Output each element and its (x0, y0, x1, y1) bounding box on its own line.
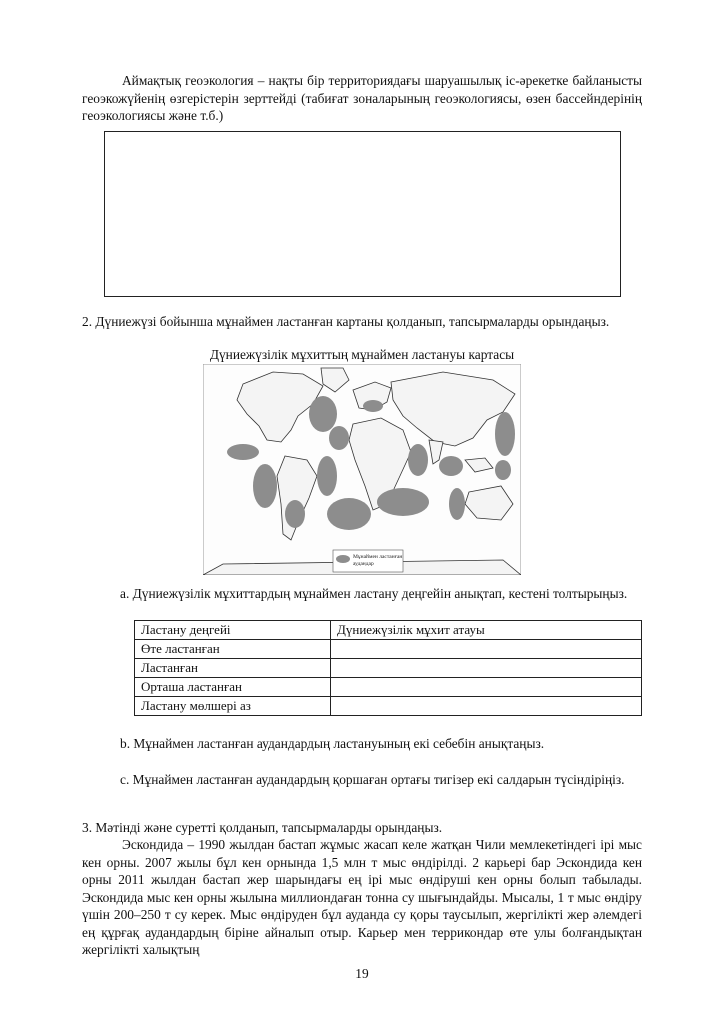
intro-paragraph: Аймақтық геоэкология – нақты бір территориядағы шаруашылық іс-әрекетке байланысты геоэкожүйенің өзгерістерін зерттейді (табиғат зоналарының геоэкологиясы, өзен бассейндерінің геоэкологиясы және т.б.) (82, 73, 642, 123)
table-cell: Ластанған (135, 659, 331, 678)
answer-cell[interactable] (331, 697, 642, 716)
answer-cell[interactable] (331, 678, 642, 697)
table-row (135, 678, 642, 697)
table-header: Дүниежүзілік мұхит атауы (331, 621, 642, 640)
map-legend (333, 550, 403, 572)
oil-pollution-world-map (203, 364, 521, 575)
answer-cell[interactable] (331, 640, 642, 659)
map-legend-line1: Мұнаймен ластанған (353, 554, 403, 560)
table-header-row (135, 621, 642, 640)
task2-item-b: b. Мұнаймен ластанған аудандардың ластануының екі себебін анықтаңыз. (120, 736, 545, 751)
answer-box[interactable] (104, 131, 621, 297)
page-number: 19 (355, 966, 369, 981)
map-legend-line2: аудандар (353, 561, 374, 567)
table-cell: Өте ластанған (135, 640, 331, 659)
task2-text: 2. Дүниежүзі бойынша мұнаймен ластанған картаны қолданып, тапсырмаларды орындаңыз. (82, 314, 610, 329)
task2-item-a: a. Дүниежүзілік мұхиттардың мұнаймен ластану деңгейін анықтап, кестені толтырыңыз. (120, 586, 628, 601)
table-row (135, 697, 642, 716)
map-title: Дүниежүзілік мұхиттың мұнаймен ластануы картасы (209, 347, 515, 362)
answer-cell[interactable] (331, 659, 642, 678)
table-row (135, 659, 642, 678)
pollution-table (134, 620, 642, 716)
table-header: Ластану деңгейі (135, 621, 331, 640)
table-cell: Ластану мөлшері аз (135, 697, 331, 716)
task3-text: Эскондида – 1990 жылдан бастап жұмыс жасап келе жатқан Чили мемлекетіндегі ірі мыс кен орны. 2007 жылы бұл кен орнында 1,5 млн т мыс өндірілді. 2 карьері бар Эскондида кен орны 2011 жылдан бастап жер шарындағы ең ірі мыс өндіруші кен орны болып табылады. Эскондида мыс кен орны жылына миллиондаған тонна су шығындайды. Мысалы, 1 т мыс өндіру үшін 200–250 т су керек. Мыс өндіруден бұл ауданда су қоры таусылып, жергілікті жер әлемдегі ең құрғақ аудандардың біріне айналып отыр. Карьер мен террикондар өте улы болғандықтан жергілікті халықтың (82, 837, 642, 957)
task3-title: 3. Мәтінді және суретті қолданып, тапсырмаларды орындаңыз. (82, 820, 443, 835)
table-cell: Орташа ластанған (135, 678, 331, 697)
task2-item-c: c. Мұнаймен ластанған аудандардың қоршаған ортағы тигізер екі салдарын түсіндіріңіз. (120, 772, 625, 787)
table-row (135, 640, 642, 659)
